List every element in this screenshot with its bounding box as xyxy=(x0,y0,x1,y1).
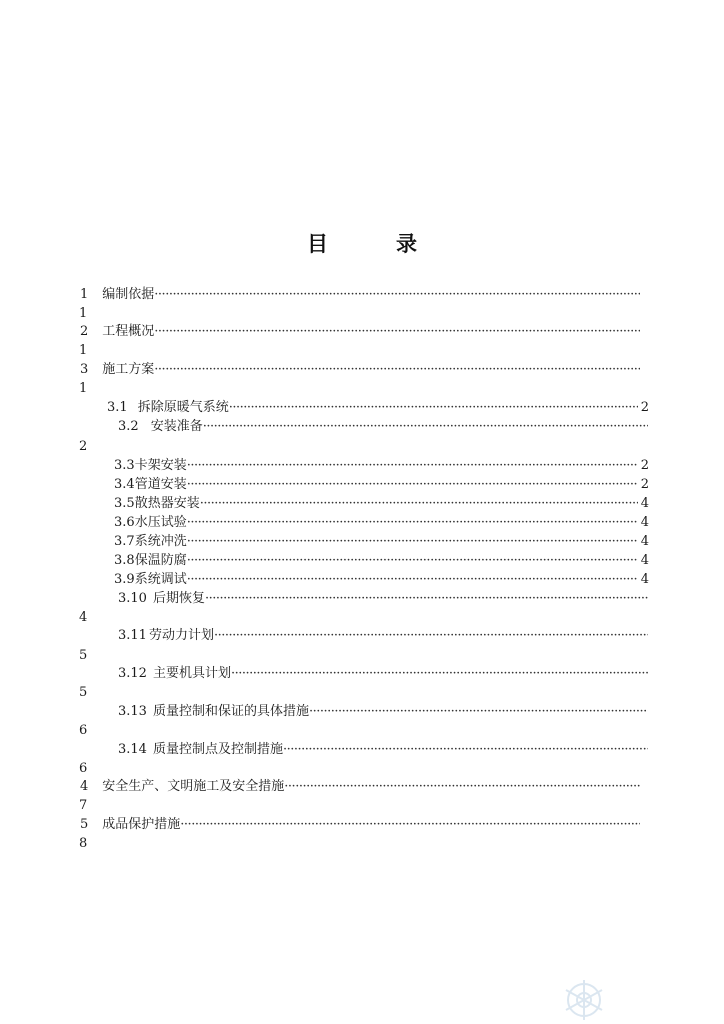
toc-entry[interactable] xyxy=(114,532,649,551)
toc-entry-number: 3.1 xyxy=(107,400,128,415)
toc-leader xyxy=(214,626,648,645)
toc-leader xyxy=(200,494,638,513)
toc-entry[interactable] xyxy=(107,398,649,417)
toc-entry[interactable] xyxy=(118,740,648,759)
toc-entry-page: 4 xyxy=(640,553,649,568)
toc-leader xyxy=(187,570,638,589)
toc-leader xyxy=(231,664,648,683)
toc-entry-number: 3.8 xyxy=(114,553,135,568)
toc-leader xyxy=(154,322,640,341)
toc-entry-label: 质量控制点及控制措施 xyxy=(152,742,283,757)
title-char-2: 录 xyxy=(396,232,417,256)
toc-entry-page: 2 xyxy=(79,439,88,454)
toc-entry-page: 6 xyxy=(79,723,88,738)
toc-entry[interactable] xyxy=(80,285,640,304)
toc-entry-number: 3.3 xyxy=(114,458,135,473)
toc-entry[interactable] xyxy=(114,570,649,589)
toc-entry-label: 主要机具计划 xyxy=(152,666,231,681)
toc-entry-label: 质量控制和保证的具体措施 xyxy=(152,704,309,719)
toc-leader xyxy=(187,513,638,532)
toc-entry-page: 2 xyxy=(640,477,649,492)
toc-entry[interactable] xyxy=(118,626,648,645)
title-char-1: 目 xyxy=(307,232,328,256)
toc-entry-page: 8 xyxy=(79,836,88,851)
toc-entry-number: 3.7 xyxy=(114,534,135,549)
toc-entry[interactable] xyxy=(80,815,640,834)
toc-leader xyxy=(283,740,648,759)
toc-entry-label: 编制依据 xyxy=(102,287,155,302)
toc-entry-number: 3.12 xyxy=(118,666,147,681)
toc-entry[interactable] xyxy=(114,456,649,475)
toc-entry[interactable] xyxy=(118,417,648,436)
toc-entry-page: 4 xyxy=(79,610,88,625)
toc-entry[interactable] xyxy=(118,589,648,608)
toc-entry-page: 1 xyxy=(79,381,88,396)
toc-entry-number: 3.13 xyxy=(118,704,147,719)
toc-entry-number: 4 xyxy=(80,779,89,794)
toc-entry-number: 3 xyxy=(80,362,89,377)
toc-leader xyxy=(187,456,638,475)
toc-entry-page: 2 xyxy=(640,400,649,415)
toc-entry-number: 3.11 xyxy=(118,628,147,643)
toc-entry-label: 卡架安装 xyxy=(134,458,187,473)
toc-leader xyxy=(187,532,638,551)
toc-leader xyxy=(205,589,648,608)
toc-leader xyxy=(309,702,648,721)
toc-leader xyxy=(187,475,638,494)
toc-entry[interactable] xyxy=(114,513,649,532)
toc-entry[interactable] xyxy=(114,494,649,513)
toc-entry-label: 系统冲洗 xyxy=(134,534,187,549)
toc-entry[interactable] xyxy=(80,777,640,796)
toc-entry-page: 7 xyxy=(79,798,88,813)
toc-entry[interactable] xyxy=(80,322,640,341)
toc-entry-label: 保温防腐 xyxy=(134,553,187,568)
toc-entry-page: 4 xyxy=(640,515,649,530)
toc-entry-page: 5 xyxy=(79,648,88,663)
toc-leader xyxy=(203,417,648,436)
toc-entry-label: 劳动力计划 xyxy=(148,628,214,643)
toc-entry-label: 安装准备 xyxy=(150,419,203,434)
toc-entry-number: 2 xyxy=(80,324,89,339)
toc-entry-number: 3.2 xyxy=(118,419,139,434)
toc-entry-number: 3.6 xyxy=(114,515,135,530)
toc-entry-label: 安全生产、文明施工及安全措施 xyxy=(102,779,285,794)
toc-entry-label: 水压试验 xyxy=(134,515,187,530)
toc-entry-label: 施工方案 xyxy=(102,362,155,377)
toc-leader xyxy=(154,360,640,379)
toc-entry-page: 4 xyxy=(640,496,649,511)
toc-entry-number: 3.14 xyxy=(118,742,147,757)
toc-entry-page: 4 xyxy=(640,572,649,587)
toc-entry-number: 3.4 xyxy=(114,477,135,492)
toc-entry-label: 系统调试 xyxy=(134,572,187,587)
toc-entry-page: 6 xyxy=(79,761,88,776)
toc-entry-label: 工程概况 xyxy=(102,324,155,339)
toc-entry[interactable] xyxy=(80,360,640,379)
toc-entry-page: 2 xyxy=(640,458,649,473)
watermark-logo-icon xyxy=(556,976,612,1024)
toc-leader xyxy=(229,398,638,417)
toc-entry-label: 拆除原暖气系统 xyxy=(137,400,229,415)
toc-entry[interactable] xyxy=(118,664,648,683)
toc-leader xyxy=(154,285,640,304)
toc-entry-page: 1 xyxy=(79,343,88,358)
toc-entry[interactable] xyxy=(118,702,648,721)
page-title xyxy=(0,228,724,258)
toc-entry-label: 散热器安装 xyxy=(134,496,200,511)
toc-entry-label: 成品保护措施 xyxy=(102,817,181,832)
toc-entry-label: 后期恢复 xyxy=(152,591,205,606)
toc-entry-page: 4 xyxy=(640,534,649,549)
toc-leader xyxy=(187,551,638,570)
toc-entry-number: 1 xyxy=(80,287,89,302)
toc-leader xyxy=(284,777,640,796)
toc-leader xyxy=(180,815,640,834)
toc-entry-number: 5 xyxy=(80,817,89,832)
toc-entry-number: 3.5 xyxy=(114,496,135,511)
toc-entry-label: 管道安装 xyxy=(134,477,187,492)
toc-entry-page: 1 xyxy=(79,306,88,321)
toc-entry[interactable] xyxy=(114,551,649,570)
toc-entry-number: 3.10 xyxy=(118,591,147,606)
toc-entry[interactable] xyxy=(114,475,649,494)
toc-entry-number: 3.9 xyxy=(114,572,135,587)
toc-entry-page: 5 xyxy=(79,685,88,700)
